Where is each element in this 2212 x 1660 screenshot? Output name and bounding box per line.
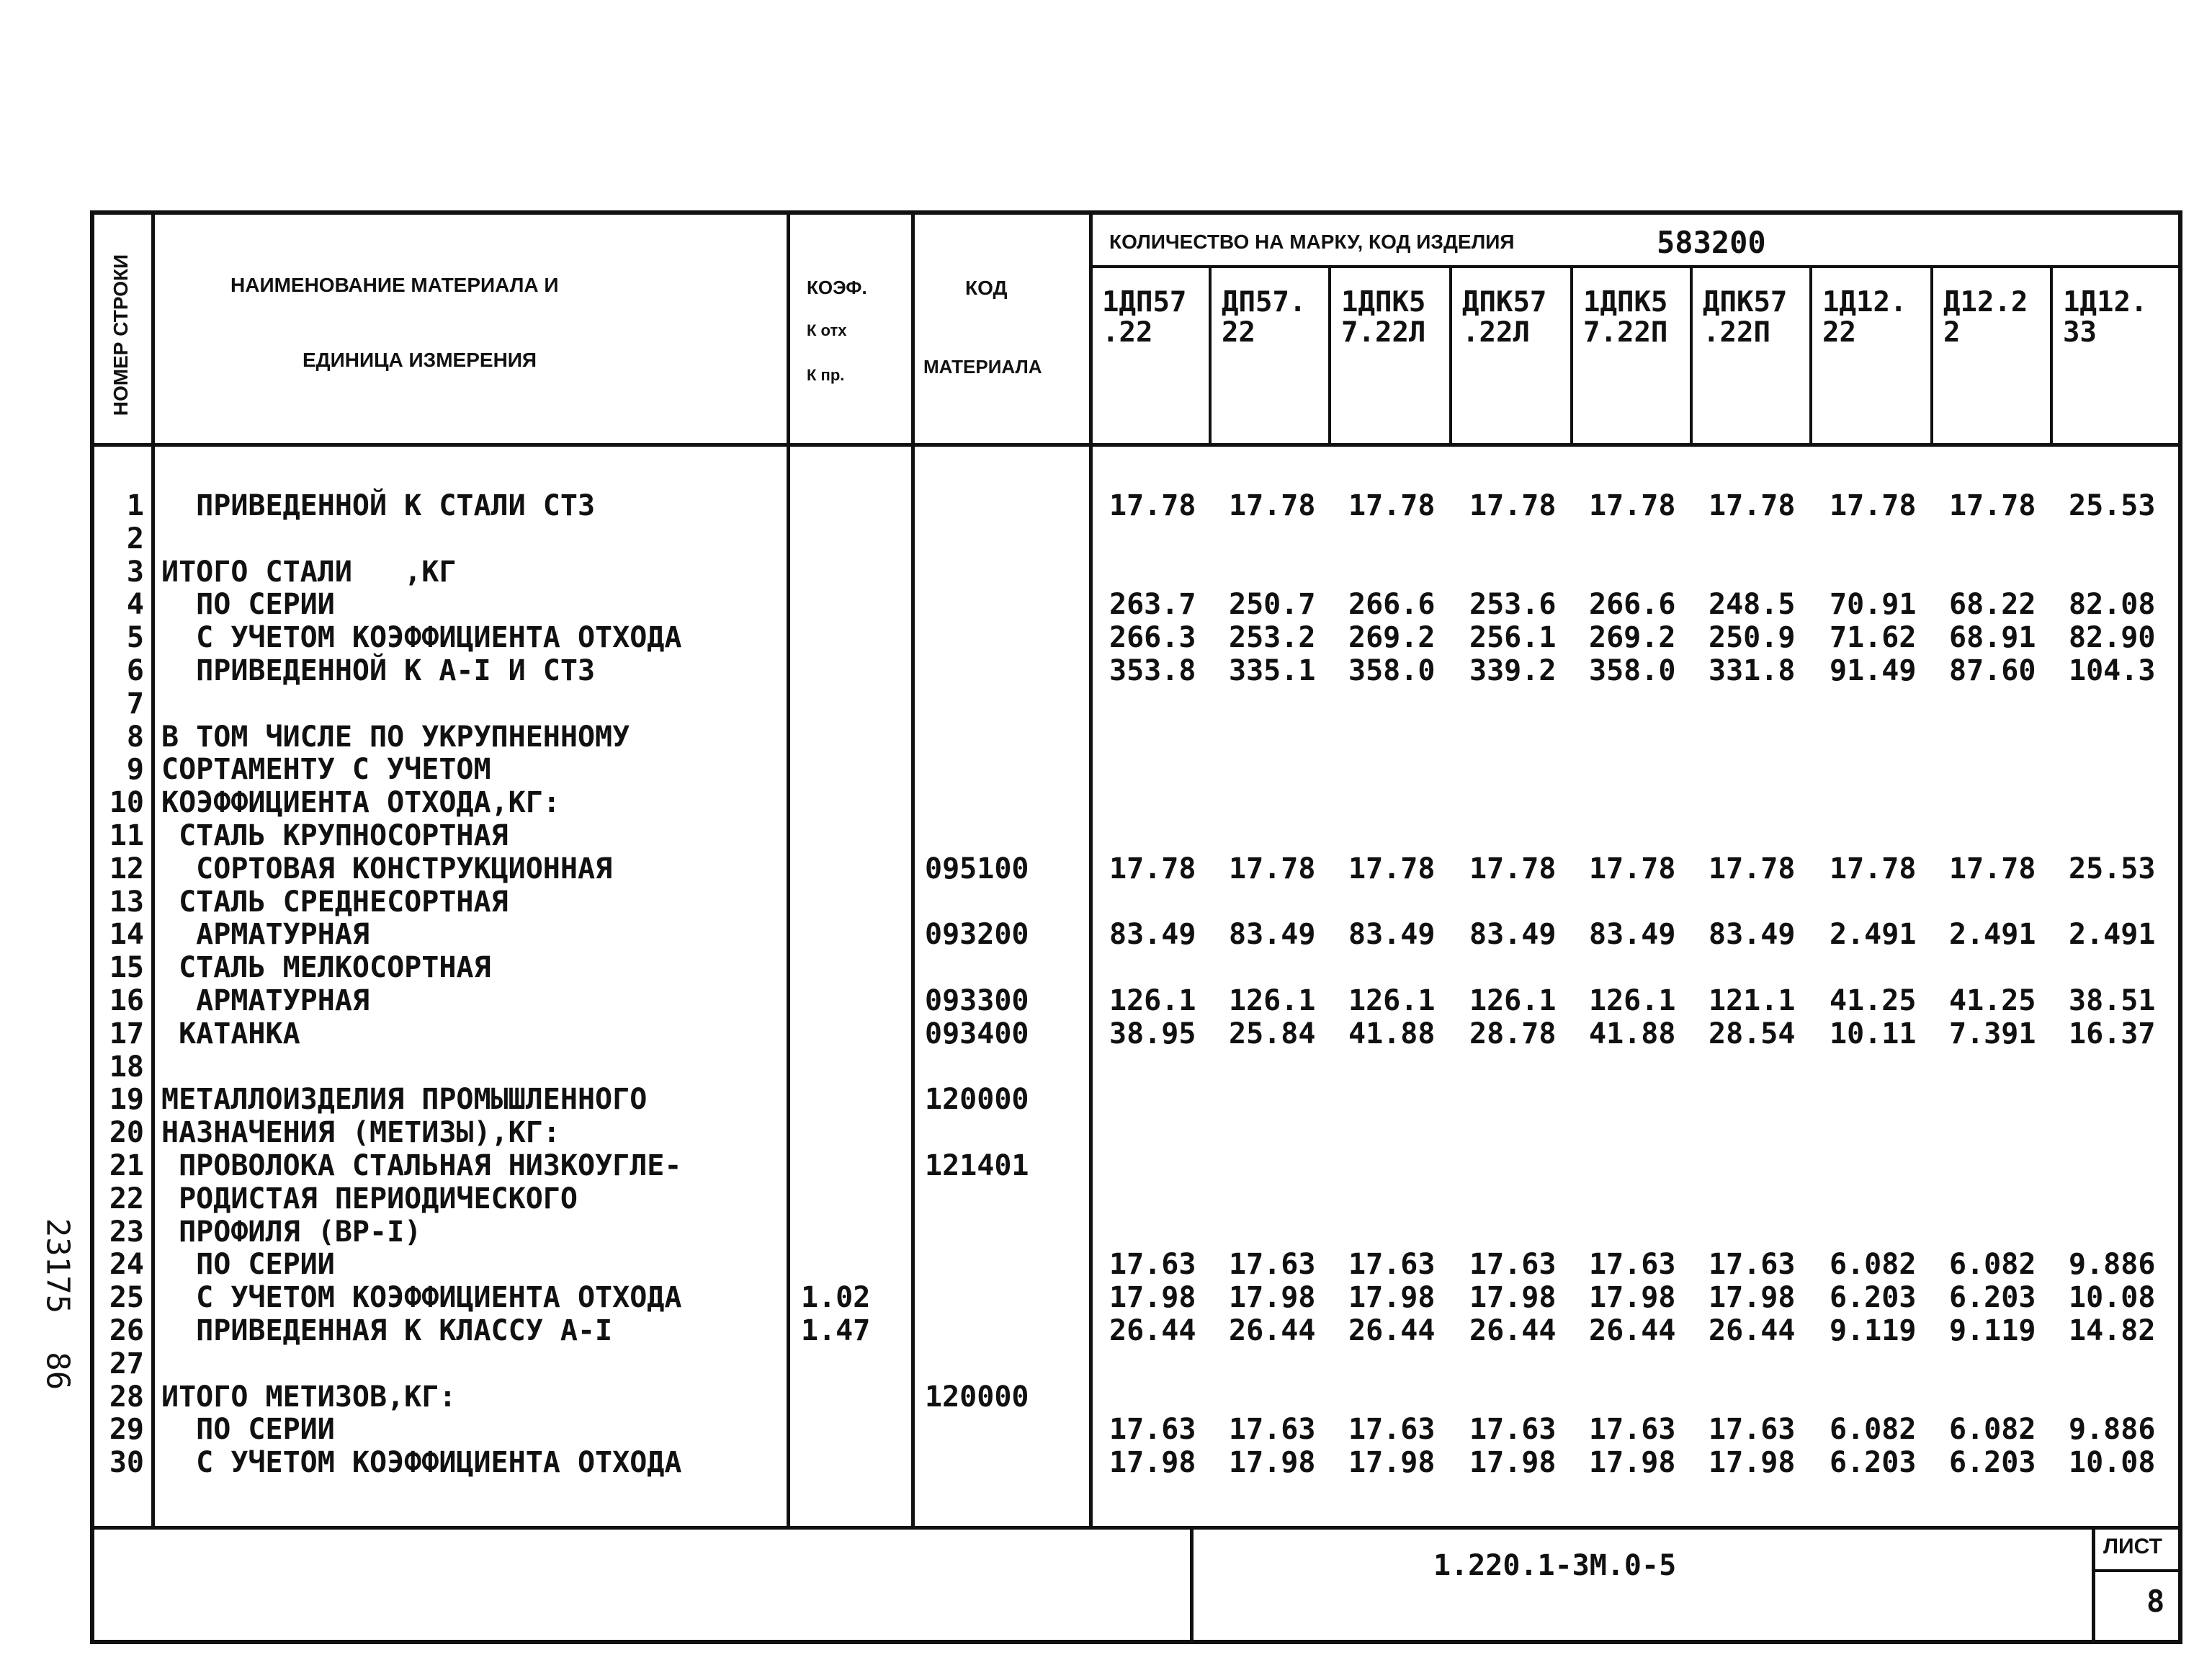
row-name: ИТОГО СТАЛИ ,КГ: [161, 555, 457, 589]
row-value: 83.49: [1709, 918, 1796, 951]
row-value: 17.63: [1589, 1413, 1676, 1446]
row-value: 17.78: [1109, 489, 1196, 522]
brand-header-line2: .22Л: [1462, 316, 1530, 349]
footer-sep-3: [2092, 1569, 2182, 1572]
row-name: ИТОГО МЕТИЗОВ,КГ:: [161, 1380, 457, 1414]
row-value: 253.6: [1469, 588, 1557, 621]
row-value: 25.84: [1229, 1017, 1316, 1050]
row-value: 28.78: [1469, 1017, 1557, 1050]
row-value: 14.82: [2069, 1314, 2156, 1347]
row-number: 7: [126, 687, 144, 720]
row-value: 256.1: [1469, 621, 1557, 654]
row-value: 68.91: [1949, 621, 2036, 654]
brand-sep: [1449, 265, 1452, 445]
row-value: 17.78: [1949, 852, 2036, 885]
row-value: 16.37: [2069, 1017, 2156, 1050]
row-value: 104.3: [2069, 654, 2156, 687]
footer-sep-2: [2092, 1526, 2095, 1644]
row-value: 17.78: [1469, 489, 1557, 522]
row-value: 38.95: [1109, 1017, 1196, 1050]
row-number: 30: [109, 1446, 144, 1479]
row-name: ПРИВЕДЕННОЙ К СТАЛИ СТ3: [161, 489, 596, 522]
row-number: 2: [126, 522, 144, 555]
row-number: 26: [109, 1314, 144, 1347]
row-value: 26.44: [1589, 1314, 1676, 1347]
brand-header-line1: 1ДП57: [1102, 286, 1187, 318]
side-note: 23175 86: [39, 1218, 76, 1391]
row-code: 121401: [925, 1149, 1029, 1182]
row-name: СОРТАМЕНТУ С УЧЕТОМ: [161, 753, 491, 786]
brand-header-line2: 7.22Л: [1341, 316, 1426, 349]
row-value: 17.78: [1229, 489, 1316, 522]
row-value: 17.78: [1348, 852, 1436, 885]
brand-header-line1: ДПК57: [1462, 286, 1547, 318]
row-value: 339.2: [1469, 654, 1557, 687]
row-coef: 1.47: [801, 1314, 871, 1347]
row-value: 17.78: [1709, 489, 1796, 522]
row-number: 6: [126, 654, 144, 687]
row-name: ПРОФИЛЯ (ВР-I): [161, 1215, 422, 1249]
row-value: 17.98: [1469, 1281, 1557, 1314]
row-value: 83.49: [1109, 918, 1196, 951]
brand-header-line1: 1Д12.: [2063, 286, 2148, 318]
row-number: 9: [126, 753, 144, 786]
row-value: 17.98: [1589, 1281, 1676, 1314]
brand-sep: [1570, 265, 1573, 445]
row-value: 83.49: [1469, 918, 1557, 951]
row-value: 17.98: [1348, 1446, 1436, 1479]
row-value: 25.53: [2069, 489, 2156, 522]
row-value: 17.98: [1229, 1446, 1316, 1479]
row-number: 24: [109, 1248, 144, 1281]
footer-sep-1: [1190, 1526, 1194, 1644]
row-name: КАТАНКА: [161, 1017, 300, 1050]
brand-sep: [1328, 265, 1331, 445]
row-code: 093400: [925, 1017, 1029, 1050]
row-value: 17.63: [1348, 1248, 1436, 1281]
row-value: 17.98: [1469, 1446, 1557, 1479]
row-value: 335.1: [1229, 654, 1316, 687]
row-value: 17.63: [1709, 1413, 1796, 1446]
row-name: С УЧЕТОМ КОЭФФИЦИЕНТА ОТХОДА: [161, 621, 682, 654]
row-value: 17.63: [1229, 1248, 1316, 1281]
row-name: ПРИВЕДЕННАЯ К КЛАССУ А-I: [161, 1314, 613, 1347]
row-value: 126.1: [1469, 984, 1557, 1017]
row-value: 41.88: [1348, 1017, 1436, 1050]
row-name: СТАЛЬ МЕЛКОСОРТНАЯ: [161, 951, 491, 984]
row-name: РОДИСТАЯ ПЕРИОДИЧЕСКОГО: [161, 1182, 578, 1215]
frame-top: [90, 210, 2182, 215]
row-number: 8: [126, 720, 144, 754]
row-value: 17.63: [1109, 1413, 1196, 1446]
row-value: 331.8: [1709, 654, 1796, 687]
brand-header-line2: .22: [1102, 316, 1153, 349]
side-note-box: [22, 1174, 94, 1434]
sheet-number: 8: [2146, 1584, 2165, 1619]
row-code: 093300: [925, 984, 1029, 1017]
row-value: 17.78: [1469, 852, 1557, 885]
col-sep-3: [911, 210, 915, 1526]
row-value: 2.491: [1830, 918, 1917, 951]
row-value: 10.08: [2069, 1446, 2156, 1479]
row-value: 17.78: [1348, 489, 1436, 522]
row-value: 26.44: [1109, 1314, 1196, 1347]
sheet-label: ЛИСТ: [2103, 1535, 2162, 1558]
qty-header: КОЛИЧЕСТВО НА МАРКУ, КОД ИЗДЕЛИЯ: [1109, 231, 1515, 253]
brand-sep: [1690, 265, 1693, 445]
frame-bottom: [90, 1640, 2182, 1644]
row-number: 3: [126, 555, 144, 589]
row-value: 17.78: [1949, 489, 2036, 522]
code-header-line2: МАТЕРИАЛА: [923, 356, 1042, 378]
brand-sep: [2050, 265, 2053, 445]
frame-right: [2178, 210, 2182, 1644]
row-value: 26.44: [1348, 1314, 1436, 1347]
row-number: 14: [109, 918, 144, 951]
row-value: 248.5: [1709, 588, 1796, 621]
brand-header-line2: 22: [1222, 316, 1255, 349]
header-divider: [90, 443, 2182, 447]
row-value: 250.7: [1229, 588, 1316, 621]
row-value: 25.53: [2069, 852, 2156, 885]
row-value: 6.082: [1830, 1413, 1917, 1446]
row-value: 250.9: [1709, 621, 1796, 654]
row-value: 253.2: [1229, 621, 1316, 654]
brand-header-line2: 2: [1943, 316, 1961, 349]
row-code: 093200: [925, 918, 1029, 951]
row-value: 83.49: [1348, 918, 1436, 951]
row-value: 266.6: [1589, 588, 1676, 621]
brand-header-line2: 22: [1822, 316, 1856, 349]
row-value: 6.082: [1830, 1248, 1917, 1281]
row-code: 095100: [925, 852, 1029, 885]
row-number: 25: [109, 1281, 144, 1314]
brand-sep: [1930, 265, 1933, 445]
row-value: 269.2: [1589, 621, 1676, 654]
brand-header-line2: .22П: [1703, 316, 1770, 349]
row-value: 41.25: [1949, 984, 2036, 1017]
row-value: 7.391: [1949, 1017, 2036, 1050]
row-value: 17.98: [1109, 1281, 1196, 1314]
row-value: 17.78: [1830, 489, 1917, 522]
row-name: НАЗНАЧЕНИЯ (МЕТИЗЫ),КГ:: [161, 1116, 560, 1149]
row-value: 70.91: [1830, 588, 1917, 621]
row-value: 126.1: [1109, 984, 1196, 1017]
row-value: 17.98: [1348, 1281, 1436, 1314]
row-name: АРМАТУРНАЯ: [161, 984, 370, 1017]
row-value: 9.119: [1949, 1314, 2036, 1347]
row-value: 41.88: [1589, 1017, 1676, 1050]
row-name: АРМАТУРНАЯ: [161, 918, 370, 951]
row-number: 5: [126, 621, 144, 654]
brand-header-line1: Д12.2: [1943, 286, 2028, 318]
row-number: 18: [109, 1050, 144, 1084]
row-value: 6.082: [1949, 1413, 2036, 1446]
row-name: ПО СЕРИИ: [161, 1413, 335, 1446]
row-value: 6.203: [1830, 1281, 1917, 1314]
row-value: 266.6: [1348, 588, 1436, 621]
row-number: 17: [109, 1017, 144, 1050]
brand-header-line1: ДПК57: [1703, 286, 1788, 318]
row-name: СОРТОВАЯ КОНСТРУКЦИОННАЯ: [161, 852, 613, 885]
row-number: 20: [109, 1116, 144, 1149]
row-value: 269.2: [1348, 621, 1436, 654]
row-number: 4: [126, 588, 144, 621]
col-sep-2: [787, 210, 790, 1526]
row-value: 126.1: [1589, 984, 1676, 1017]
row-name: СТАЛЬ КРУПНОСОРТНАЯ: [161, 819, 509, 852]
row-value: 17.63: [1348, 1413, 1436, 1446]
brand-header-line2: 33: [2063, 316, 2097, 349]
row-number: 10: [109, 786, 144, 819]
row-number: 21: [109, 1149, 144, 1182]
row-name: ПО СЕРИИ: [161, 588, 335, 621]
row-name: МЕТАЛЛОИЗДЕЛИЯ ПРОМЫШЛЕННОГО: [161, 1083, 648, 1116]
row-number: 29: [109, 1413, 144, 1446]
doc-code: 1.220.1-3М.0-5: [1433, 1549, 1677, 1582]
row-value: 82.90: [2069, 621, 2156, 654]
row-value: 10.08: [2069, 1281, 2156, 1314]
row-name: В ТОМ ЧИСЛЕ ПО УКРУПНЕННОМУ: [161, 720, 630, 754]
row-value: 358.0: [1348, 654, 1436, 687]
row-number: 13: [109, 885, 144, 919]
row-value: 2.491: [1949, 918, 2036, 951]
row-number: 19: [109, 1083, 144, 1116]
row-value: 358.0: [1589, 654, 1676, 687]
row-value: 41.25: [1830, 984, 1917, 1017]
row-value: 71.62: [1830, 621, 1917, 654]
row-number: 11: [109, 819, 144, 852]
row-value: 17.78: [1709, 852, 1796, 885]
row-value: 26.44: [1709, 1314, 1796, 1347]
row-value: 17.78: [1229, 852, 1316, 885]
name-header-line2: ЕДИНИЦА ИЗМЕРЕНИЯ: [303, 349, 537, 371]
col-sep-1: [151, 210, 155, 1526]
row-value: 26.44: [1469, 1314, 1557, 1347]
row-value: 38.51: [2069, 984, 2156, 1017]
row-value: 17.63: [1109, 1248, 1196, 1281]
row-number: 16: [109, 984, 144, 1017]
row-value: 68.22: [1949, 588, 2036, 621]
row-no-header: [92, 231, 150, 439]
col-sep-4: [1089, 210, 1093, 1526]
row-value: 353.8: [1109, 654, 1196, 687]
row-number: 15: [109, 951, 144, 984]
coef-header-line1: КОЭФ.: [807, 277, 867, 298]
row-value: 126.1: [1348, 984, 1436, 1017]
row-number: 23: [109, 1215, 144, 1249]
row-value: 17.78: [1830, 852, 1917, 885]
row-value: 121.1: [1709, 984, 1796, 1017]
row-name: ПРИВЕДЕННОЙ К А-I И СТ3: [161, 654, 596, 687]
footer-divider: [90, 1526, 2182, 1530]
row-value: 6.203: [1949, 1446, 2036, 1479]
row-value: 9.886: [2069, 1413, 2156, 1446]
coef-header-line3: К пр.: [807, 366, 845, 384]
row-number: 28: [109, 1380, 144, 1414]
row-value: 83.49: [1589, 918, 1676, 951]
row-name: ПРОВОЛОКА СТАЛЬНАЯ НИЗКОУГЛЕ-: [161, 1149, 682, 1182]
row-no-label: НОМЕР СТРОКИ: [109, 254, 132, 416]
brand-sep: [1809, 265, 1812, 445]
row-value: 26.44: [1229, 1314, 1316, 1347]
coef-header-line2: К отх: [807, 321, 847, 339]
row-value: 263.7: [1109, 588, 1196, 621]
row-value: 266.3: [1109, 621, 1196, 654]
row-value: 17.98: [1709, 1281, 1796, 1314]
row-value: 17.78: [1589, 489, 1676, 522]
row-value: 28.54: [1709, 1017, 1796, 1050]
row-number: 12: [109, 852, 144, 885]
code-header-line1: КОД: [965, 277, 1008, 299]
row-value: 17.98: [1109, 1446, 1196, 1479]
row-value: 9.886: [2069, 1248, 2156, 1281]
brand-header-line1: ДП57.: [1222, 286, 1307, 318]
row-value: 2.491: [2069, 918, 2156, 951]
row-value: 87.60: [1949, 654, 2036, 687]
row-coef: 1.02: [801, 1281, 871, 1314]
row-name: КОЭФФИЦИЕНТА ОТХОДА,КГ:: [161, 786, 560, 819]
brand-header-line2: 7.22П: [1583, 316, 1668, 349]
row-value: 6.082: [1949, 1248, 2036, 1281]
row-code: 120000: [925, 1083, 1029, 1116]
row-value: 17.98: [1229, 1281, 1316, 1314]
row-value: 17.63: [1469, 1248, 1557, 1281]
row-value: 17.63: [1229, 1413, 1316, 1446]
row-value: 17.63: [1709, 1248, 1796, 1281]
row-value: 126.1: [1229, 984, 1316, 1017]
row-value: 91.49: [1830, 654, 1917, 687]
row-value: 9.119: [1830, 1314, 1917, 1347]
row-value: 17.98: [1589, 1446, 1676, 1479]
product-code: 583200: [1657, 225, 1766, 260]
name-header-line1: НАИМЕНОВАНИЕ МАТЕРИАЛА И: [230, 274, 559, 296]
qty-header-line: [1089, 265, 2182, 268]
row-value: 83.49: [1229, 918, 1316, 951]
row-value: 6.203: [1830, 1446, 1917, 1479]
row-value: 17.78: [1109, 852, 1196, 885]
row-name: СТАЛЬ СРЕДНЕСОРТНАЯ: [161, 885, 509, 919]
brand-header-line1: 1Д12.: [1822, 286, 1907, 318]
brand-header-line1: 1ДПК5: [1583, 286, 1668, 318]
row-value: 6.203: [1949, 1281, 2036, 1314]
row-number: 1: [126, 489, 144, 522]
row-number: 22: [109, 1182, 144, 1215]
row-number: 27: [109, 1347, 144, 1380]
row-code: 120000: [925, 1380, 1029, 1414]
row-name: ПО СЕРИИ: [161, 1248, 335, 1281]
row-value: 10.11: [1830, 1017, 1917, 1050]
row-name: С УЧЕТОМ КОЭФФИЦИЕНТА ОТХОДА: [161, 1446, 682, 1479]
row-value: 17.63: [1589, 1248, 1676, 1281]
row-value: 82.08: [2069, 588, 2156, 621]
row-name: С УЧЕТОМ КОЭФФИЦИЕНТА ОТХОДА: [161, 1281, 682, 1314]
row-value: 17.98: [1709, 1446, 1796, 1479]
row-value: 17.63: [1469, 1413, 1557, 1446]
row-value: 17.78: [1589, 852, 1676, 885]
brand-header-line1: 1ДПК5: [1341, 286, 1426, 318]
brand-sep: [1209, 265, 1212, 445]
